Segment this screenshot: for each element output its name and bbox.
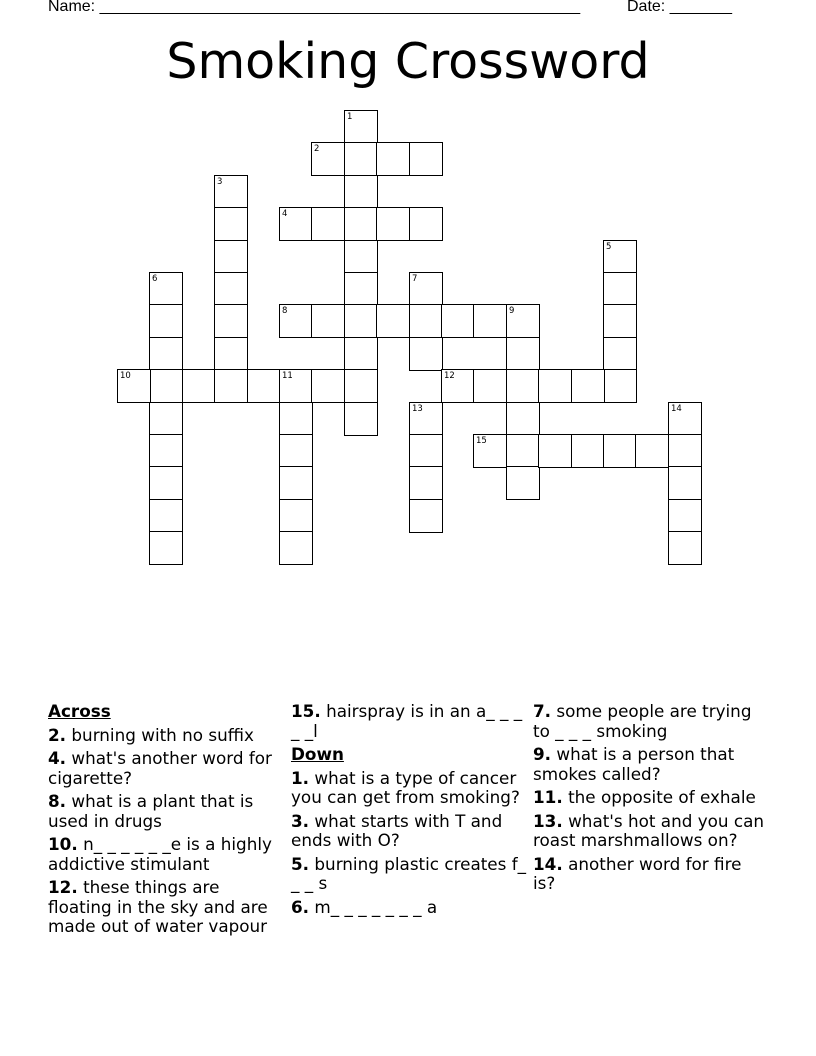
clue-down-11: [533, 788, 769, 808]
across-heading: Across: [48, 701, 111, 721]
grid-cell[interactable]: [376, 207, 410, 241]
grid-cell[interactable]: [603, 272, 637, 306]
grid-cell[interactable]: [149, 369, 183, 403]
grid-cell[interactable]: [506, 337, 540, 371]
clue-down-9: [533, 745, 769, 784]
clue-across-10: [48, 835, 288, 874]
grid-number: 1: [347, 112, 353, 122]
grid-number: 5: [606, 242, 612, 252]
grid-cell[interactable]: [506, 369, 540, 403]
grid-cell[interactable]: [344, 142, 378, 176]
clue-number: 1.: [291, 767, 310, 788]
clue-number: 15.: [291, 701, 321, 721]
clues-column-2: [291, 702, 527, 921]
grid-number: 8: [282, 306, 288, 316]
clue-down-7: [533, 702, 769, 741]
grid-cell[interactable]: [538, 434, 572, 468]
clue-text: what is a person that smokes called?: [533, 744, 735, 784]
grid-cell[interactable]: [603, 304, 637, 338]
clue-across-2: [48, 726, 288, 746]
clue-number: 12.: [48, 877, 78, 897]
grid-cell[interactable]: [409, 142, 443, 176]
clue-text: what's hot and you can roast marshmallows on?: [533, 810, 765, 850]
grid-number: 15: [476, 436, 487, 446]
page-title: Smoking Crossword: [166, 33, 650, 90]
clue-text: what is a type of cancer you can get from smoking?: [291, 767, 520, 807]
grid-cell[interactable]: [409, 337, 443, 371]
grid-cell[interactable]: [668, 466, 702, 500]
grid-cell[interactable]: [571, 434, 605, 468]
grid-cell[interactable]: [409, 466, 443, 500]
clue-across-8: [48, 792, 288, 831]
clue-across-4: [48, 749, 288, 788]
clue-text: what is a plant that is used in drugs: [48, 791, 254, 831]
grid-cell[interactable]: [344, 175, 378, 209]
clue-number: 9.: [533, 744, 552, 764]
clue-across-12: [48, 878, 288, 937]
clues-column-1: [48, 702, 288, 941]
grid-cell[interactable]: [344, 337, 378, 371]
grid-cell[interactable]: [409, 207, 443, 241]
grid-cell[interactable]: [149, 337, 183, 371]
grid-cell[interactable]: [668, 434, 702, 468]
grid-cell[interactable]: [214, 304, 248, 338]
grid-cell[interactable]: [149, 434, 183, 468]
clue-text: burning plastic creates f_ _ _ s: [291, 853, 527, 893]
clue-down-3: [291, 812, 527, 851]
grid-cell[interactable]: [376, 142, 410, 176]
grid-cell[interactable]: [247, 369, 281, 403]
grid-cell[interactable]: [279, 499, 313, 533]
grid-cell[interactable]: [279, 466, 313, 500]
clue-number: 13.: [533, 810, 563, 831]
clue-text: these things are floating in the sky and are made out of water vapour: [48, 877, 268, 936]
grid-cell[interactable]: [311, 207, 345, 241]
date-field-label: Date: _______: [627, 0, 732, 15]
clue-number: 2.: [48, 724, 67, 745]
grid-cell[interactable]: [344, 369, 378, 403]
grid-cell[interactable]: [149, 499, 183, 533]
clue-number: 11.: [533, 787, 563, 807]
grid-cell[interactable]: [409, 499, 443, 533]
clue-across-15: [291, 702, 527, 741]
clue-number: 10.: [48, 834, 78, 854]
grid-cell[interactable]: [376, 304, 410, 338]
grid-cell[interactable]: [571, 369, 605, 403]
clue-down-14: [533, 855, 769, 894]
clue-number: 6.: [291, 896, 310, 917]
clue-down-13: [533, 812, 769, 851]
grid-cell[interactable]: [344, 272, 378, 306]
clue-number: 3.: [291, 810, 310, 831]
clue-text: another word for fire is?: [533, 853, 742, 893]
grid-cell[interactable]: [603, 434, 637, 468]
grid-cell[interactable]: [279, 434, 313, 468]
grid-cell[interactable]: [214, 369, 248, 403]
clue-text: some people are trying to _ _ _ smoking: [533, 701, 752, 741]
grid-cell[interactable]: [668, 499, 702, 533]
grid-number: 7: [412, 274, 418, 284]
clue-text: what starts with T and ends with O?: [291, 810, 503, 850]
grid-cell[interactable]: [409, 304, 443, 338]
clues-column-3: [533, 702, 769, 898]
grid-cell[interactable]: [506, 466, 540, 500]
grid-cell[interactable]: [538, 369, 572, 403]
grid-number: 12: [444, 371, 455, 381]
grid-number: 4: [282, 209, 288, 219]
grid-cell[interactable]: [214, 207, 248, 241]
grid-number: 14: [671, 404, 682, 414]
grid-cell[interactable]: [473, 369, 507, 403]
grid-cell[interactable]: [182, 369, 216, 403]
clue-text: hairspray is in an a_ _ _ _ _l: [291, 701, 523, 741]
grid-cell[interactable]: [409, 434, 443, 468]
grid-cell[interactable]: [214, 337, 248, 371]
grid-cell[interactable]: [344, 207, 378, 241]
down-heading: Down: [291, 744, 344, 764]
clue-number: 14.: [533, 853, 563, 874]
clue-number: 8.: [48, 791, 67, 811]
grid-cell[interactable]: [149, 402, 183, 436]
grid-number: 6: [152, 274, 158, 284]
clue-text: m_ _ _ _ _ _ _ a: [314, 896, 438, 917]
grid-cell[interactable]: [441, 304, 475, 338]
grid-cell[interactable]: [344, 304, 378, 338]
clue-text: what's another word for cigarette?: [48, 748, 272, 788]
grid-number: 13: [412, 404, 423, 414]
grid-cell[interactable]: [149, 304, 183, 338]
grid-cell[interactable]: [311, 304, 345, 338]
grid-number: 11: [282, 371, 293, 381]
grid-number: 2: [314, 144, 320, 154]
grid-cell[interactable]: [149, 531, 183, 565]
grid-cell[interactable]: [506, 434, 540, 468]
grid-cell[interactable]: [635, 434, 669, 468]
clue-down-1: [291, 769, 527, 808]
grid-cell[interactable]: [603, 337, 637, 371]
clue-down-5: [291, 855, 527, 894]
clue-down-6: [291, 898, 527, 918]
grid-cell[interactable]: [668, 531, 702, 565]
grid-cell[interactable]: [506, 402, 540, 436]
grid-cell[interactable]: [279, 402, 313, 436]
clue-text: burning with no suffix: [71, 724, 254, 745]
grid-cell[interactable]: [214, 240, 248, 274]
name-field-label: Name: ______________________________________________________: [48, 0, 581, 15]
clue-text: n_ _ _ _ _ _e is a highly addictive stimulant: [48, 834, 272, 874]
grid-cell[interactable]: [311, 369, 345, 403]
clue-number: 7.: [533, 701, 552, 721]
clue-number: 5.: [291, 853, 310, 874]
grid-cell[interactable]: [344, 402, 378, 436]
grid-cell[interactable]: [149, 466, 183, 500]
grid-cell[interactable]: [344, 240, 378, 274]
clue-number: 4.: [48, 748, 67, 768]
grid-number: 3: [217, 177, 223, 187]
grid-cell[interactable]: [603, 369, 637, 403]
grid-number: 10: [120, 371, 131, 381]
grid-cell[interactable]: [279, 531, 313, 565]
grid-cell[interactable]: [473, 304, 507, 338]
grid-cell[interactable]: [214, 272, 248, 306]
grid-number: 9: [509, 306, 515, 316]
clue-text: the opposite of exhale: [568, 787, 756, 807]
